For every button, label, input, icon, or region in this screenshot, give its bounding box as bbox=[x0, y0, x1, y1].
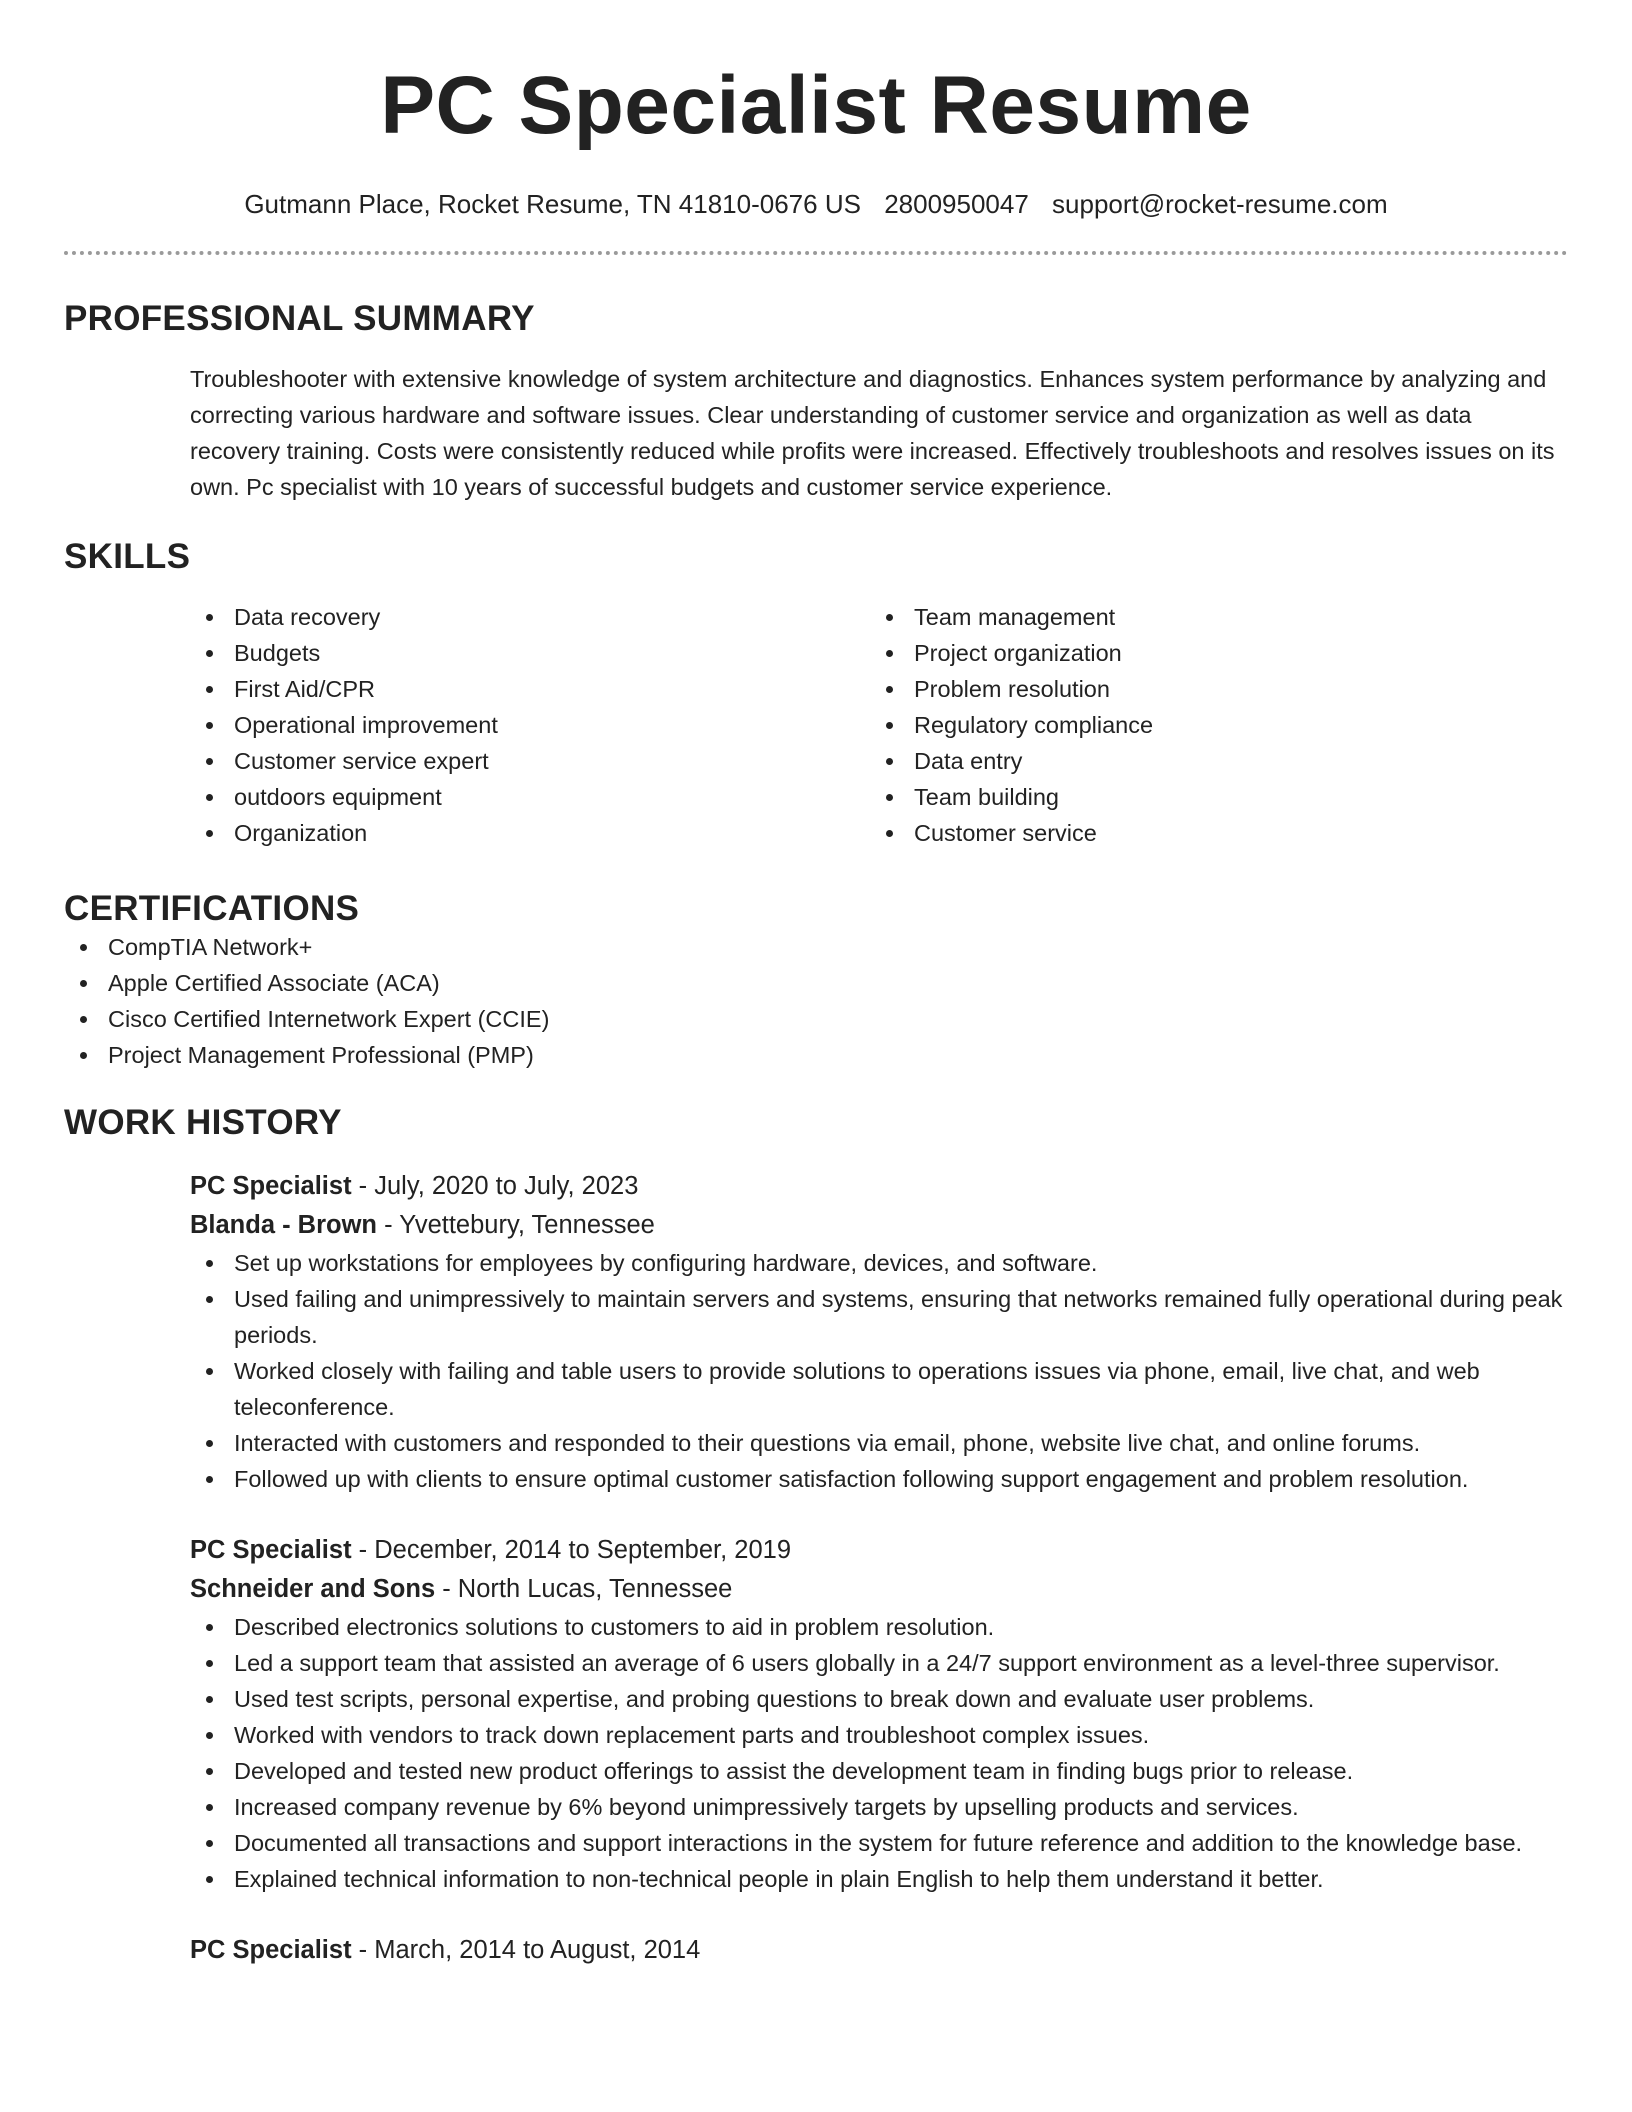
skill-item: outdoors equipment bbox=[190, 779, 870, 815]
job-duties bbox=[190, 1609, 1568, 1897]
summary-heading: PROFESSIONAL SUMMARY bbox=[64, 299, 535, 338]
job-location: - North Lucas, Tennessee bbox=[435, 1575, 733, 1603]
job-duty: Led a support team that assisted an average of 6 users globally in a 24/7 support environment as a level-three supervisor. bbox=[190, 1645, 1568, 1681]
contact-line bbox=[64, 188, 1568, 220]
certification-item: CompTIA Network+ bbox=[64, 929, 1568, 965]
skills-list-right bbox=[870, 599, 1550, 851]
skill-item: Operational improvement bbox=[190, 707, 870, 743]
skill-item: Team building bbox=[870, 779, 1550, 815]
skill-item: Team management bbox=[870, 599, 1550, 635]
job-entry bbox=[64, 1167, 1568, 1497]
job-title-line bbox=[190, 1167, 1568, 1206]
job-duty: Developed and tested new product offerings to assist the development team in finding bugs prior to release. bbox=[190, 1753, 1568, 1789]
work-history-section bbox=[64, 1103, 1568, 1970]
skill-item: Data recovery bbox=[190, 599, 870, 635]
job-duty: Described electronics solutions to customers to aid in problem resolution. bbox=[190, 1609, 1568, 1645]
job-entry bbox=[64, 1931, 1568, 1970]
certification-item: Cisco Certified Internetwork Expert (CCIE) bbox=[64, 1001, 1568, 1037]
skills-list-left bbox=[190, 599, 870, 851]
skill-item: Organization bbox=[190, 815, 870, 851]
certifications-heading: CERTIFICATIONS bbox=[64, 889, 360, 928]
job-location: - Yvettebury, Tennessee bbox=[377, 1211, 655, 1239]
skill-item: First Aid/CPR bbox=[190, 671, 870, 707]
certifications-section bbox=[64, 889, 1568, 1073]
skill-item: Problem resolution bbox=[870, 671, 1550, 707]
job-role: PC Specialist bbox=[190, 1936, 352, 1964]
job-role: PC Specialist bbox=[190, 1172, 352, 1200]
job-dates: - July, 2020 to July, 2023 bbox=[351, 1172, 639, 1200]
skills-section bbox=[64, 537, 1568, 851]
summary-text: Troubleshooter with extensive knowledge of system architecture and diagnostics. Enhances system performance by analyzing and correcting various hardware and software issues. Clear understanding of customer service and organization as well as data recovery training. Costs were consistently reduced while profits were increased. Effectively troubleshoots and resolves issues on its own. Pc specialist with 10 years of successful budgets and customer service experience. bbox=[190, 366, 1555, 500]
resume-title: PC Specialist Resume bbox=[380, 60, 1252, 151]
skill-item: Data entry bbox=[870, 743, 1550, 779]
job-title-line bbox=[190, 1931, 1568, 1970]
job-duty: Used failing and unimpressively to maintain servers and systems, ensuring that networks remained fully operational during peak periods. bbox=[190, 1281, 1568, 1353]
skills-heading: SKILLS bbox=[64, 537, 191, 576]
work-history-heading: WORK HISTORY bbox=[64, 1103, 342, 1142]
job-duties bbox=[190, 1245, 1568, 1497]
job-duty: Explained technical information to non-technical people in plain English to help them understand it better. bbox=[190, 1861, 1568, 1897]
job-role: PC Specialist bbox=[190, 1536, 352, 1564]
job-duty: Increased company revenue by 6% beyond unimpressively targets by upselling products and services. bbox=[190, 1789, 1568, 1825]
job-duty: Set up workstations for employees by configuring hardware, devices, and software. bbox=[190, 1245, 1568, 1281]
job-duty: Interacted with customers and responded to their questions via email, phone, website live chat, and online forums. bbox=[190, 1425, 1568, 1461]
job-duty: Used test scripts, personal expertise, and probing questions to break down and evaluate user problems. bbox=[190, 1681, 1568, 1717]
job-dates: - December, 2014 to September, 2019 bbox=[351, 1536, 792, 1564]
skill-item: Regulatory compliance bbox=[870, 707, 1550, 743]
skills-grid bbox=[64, 599, 1568, 851]
job-entry bbox=[64, 1531, 1568, 1897]
job-company-line bbox=[190, 1206, 1568, 1245]
job-dates: - March, 2014 to August, 2014 bbox=[351, 1936, 701, 1964]
certification-item: Apple Certified Associate (ACA) bbox=[64, 965, 1568, 1001]
job-title-line bbox=[190, 1531, 1568, 1570]
skill-item: Customer service bbox=[870, 815, 1550, 851]
skill-item: Customer service expert bbox=[190, 743, 870, 779]
job-duty: Worked closely with failing and table users to provide solutions to operations issues via phone, email, live chat, and web teleconference. bbox=[190, 1353, 1568, 1425]
certifications-list bbox=[64, 929, 1568, 1073]
contact-address: Gutmann Place, Rocket Resume, TN 41810-0676 US bbox=[244, 189, 861, 219]
skill-item: Budgets bbox=[190, 635, 870, 671]
contact-phone: 2800950047 bbox=[884, 189, 1029, 219]
job-duty: Followed up with clients to ensure optimal customer satisfaction following support engagement and problem resolution. bbox=[190, 1461, 1568, 1497]
skill-item: Project organization bbox=[870, 635, 1550, 671]
summary-section bbox=[64, 299, 1568, 505]
job-company-line bbox=[190, 1570, 1568, 1609]
certification-item: Project Management Professional (PMP) bbox=[64, 1037, 1568, 1073]
job-duty: Documented all transactions and support interactions in the system for future reference and addition to the knowledge base. bbox=[190, 1825, 1568, 1861]
job-company: Blanda - Brown bbox=[190, 1211, 378, 1239]
contact-email: support@rocket-resume.com bbox=[1052, 189, 1388, 219]
job-company: Schneider and Sons bbox=[190, 1575, 436, 1603]
job-duty: Worked with vendors to track down replacement parts and troubleshoot complex issues. bbox=[190, 1717, 1568, 1753]
header-divider bbox=[64, 251, 1568, 255]
